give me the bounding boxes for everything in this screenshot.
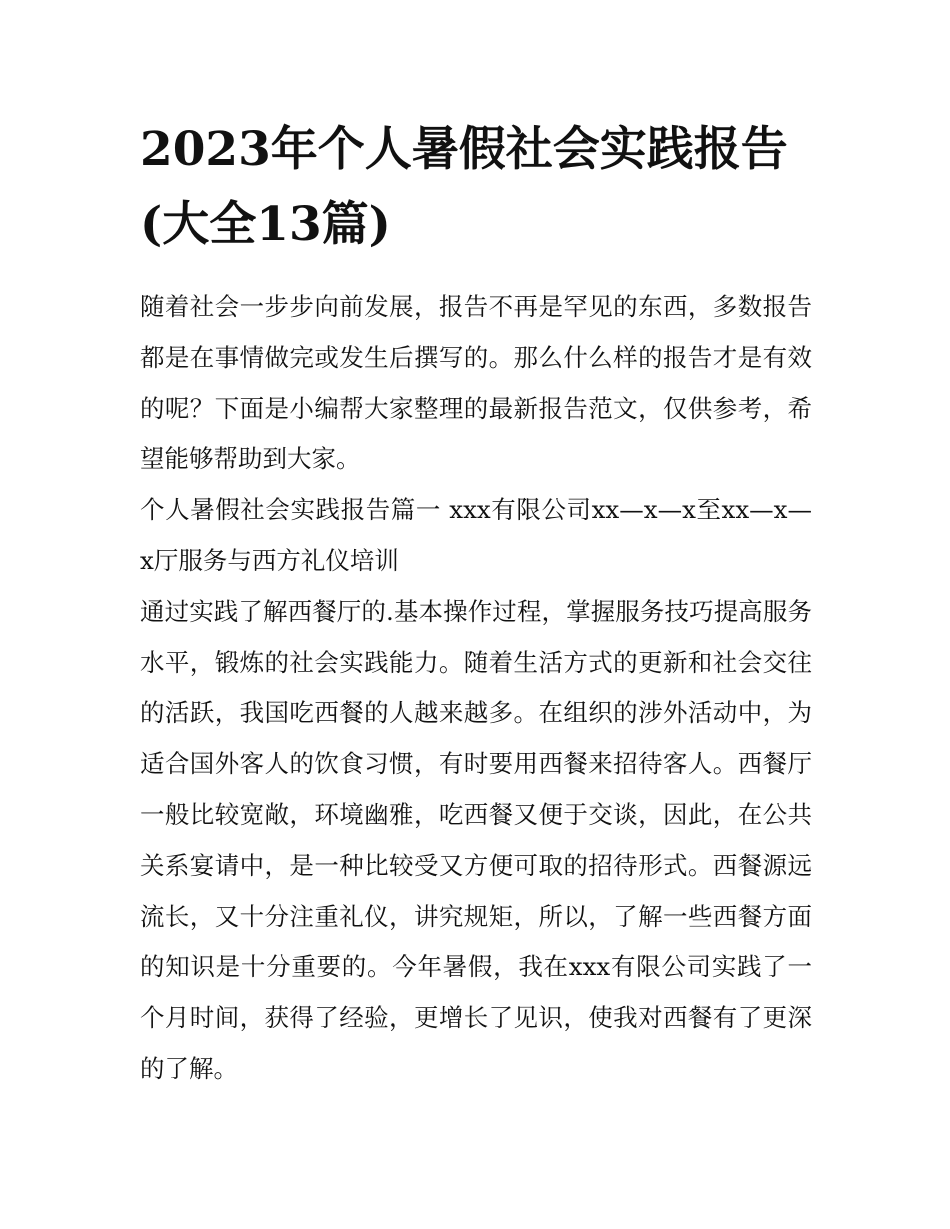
intro-paragraph: 随着社会一步步向前发展，报告不再是罕见的东西，多数报告都是在事情做完或发生后撰写的。那么什么样的报告才是有效的呢？下面是小编帮大家整理的最新报告范文，仅供参考，希望能够帮助到大家。	[140, 292, 812, 474]
section-heading-paragraph: 个人暑假社会实践报告篇一 xxx有限公司xx—x—x至xx—x—x厅服务与西方礼仪培训	[140, 495, 812, 575]
body-paragraph: 通过实践了解西餐厅的.基本操作过程，掌握服务技巧提高服务水平，锻炼的社会实践能力。随着生活方式的更新和社会交往的活跃，我国吃西餐的人越来越多。在组织的涉外活动中，为适合国外客人的饮食习惯，有时要用西餐来招待客人。西餐厅一般比较宽敞，环境幽雅，吃西餐又便于交谈，因此，在公共关系宴请中，是一种比较受又方便可取的招待形式。西餐源远流长，又十分注重礼仪，讲究规矩，所以，了解一些西餐方面的知识是十分重要的。今年暑假，我在xxx有限公司实践了一个月时间，获得了经验，更增长了见识，使我对西餐有了更深的了解。	[140, 596, 812, 1083]
document-title: 2023年个人暑假社会实践报告(大全13篇)	[140, 122, 788, 252]
document-page	[140, 112, 812, 1095]
